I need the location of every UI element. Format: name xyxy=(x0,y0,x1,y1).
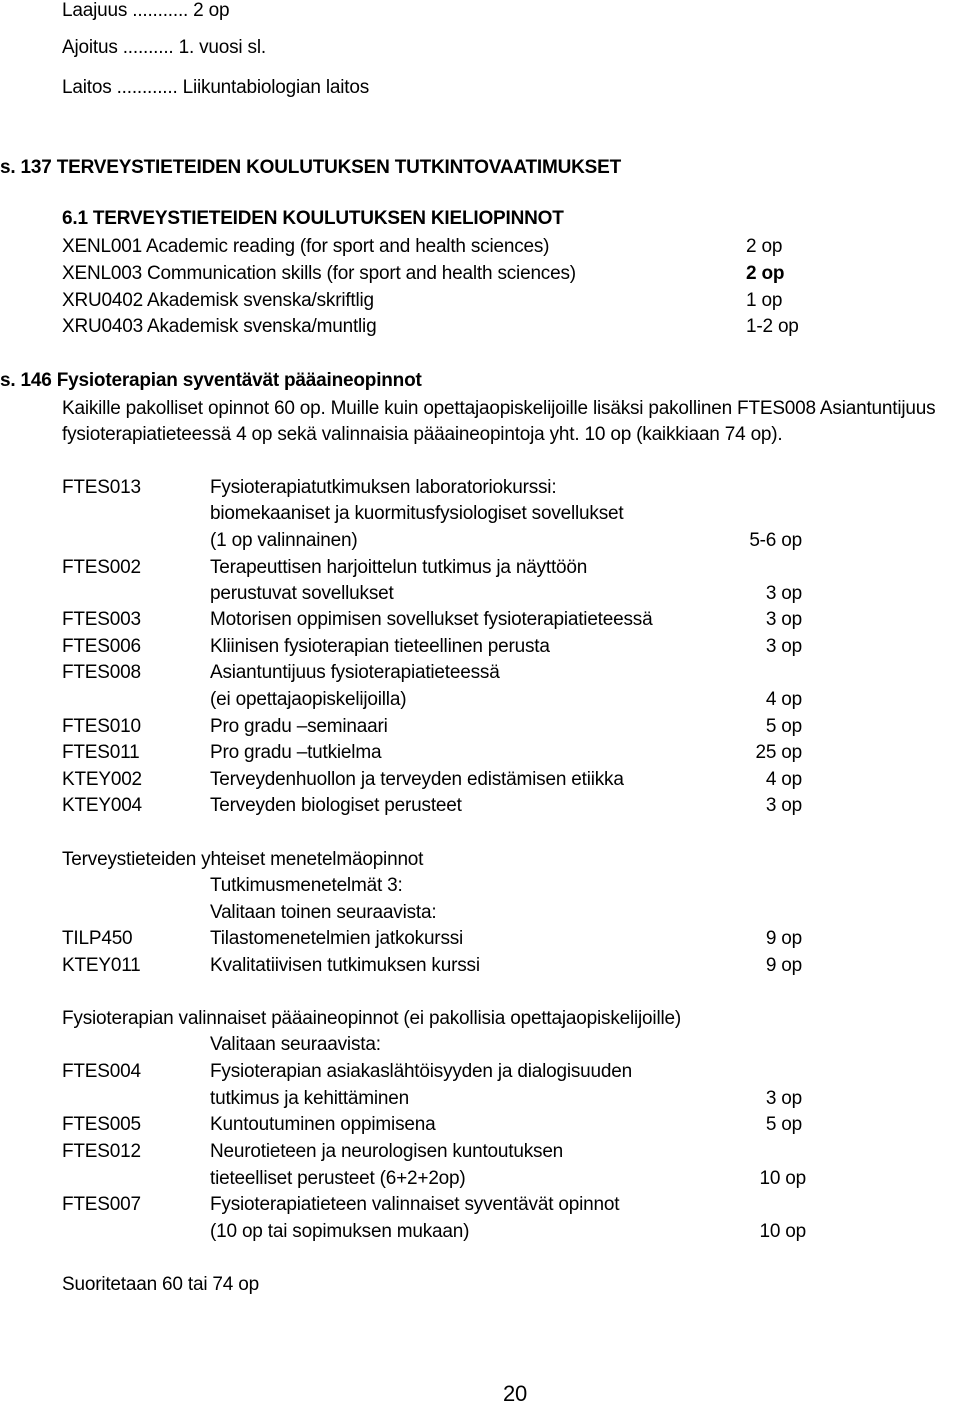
lang-row-op: 1-2 op xyxy=(746,316,799,337)
course-code: FTES008 xyxy=(62,662,141,683)
course-op: 3 op xyxy=(765,583,802,604)
course-desc: biomekaaniset ja kuormitusfysiologiset sovellukset xyxy=(210,503,624,524)
course-desc: (1 op valinnainen) xyxy=(210,530,358,551)
course-code: FTES006 xyxy=(62,636,141,657)
course-op: 3 op xyxy=(765,609,802,630)
section-137-heading: s. 137 TERVEYSTIETEIDEN KOULUTUKSEN TUTKINTOVAATIMUKSET xyxy=(0,157,622,178)
optional-op: 3 op xyxy=(765,1088,802,1109)
course-desc: Kliinisen fysioterapian tieteellinen perusta xyxy=(210,636,550,657)
course-code: FTES013 xyxy=(62,477,141,498)
lang-row-text: XRU0402 Akademisk svenska/skriftlig xyxy=(62,290,374,311)
course-op: 3 op xyxy=(765,795,802,816)
section-146-intro-1: Kaikille pakolliset opinnot 60 op. Muille kuin opettajaopiskelijoille lisäksi pakollinen FTES008 Asiantuntijuus xyxy=(62,398,936,419)
lang-row-op: 2 op xyxy=(746,236,783,257)
lang-row-text: XENL001 Academic reading (for sport and health sciences) xyxy=(62,236,550,257)
optional-op: 10 op xyxy=(759,1221,806,1242)
lang-row-op: 2 op xyxy=(746,263,785,284)
course-desc: Motorisen oppimisen sovellukset fysioterapiatieteessä xyxy=(210,609,653,630)
optional-desc: tutkimus ja kehittäminen xyxy=(210,1088,410,1109)
optional-sub: Valitaan seuraavista: xyxy=(210,1034,381,1055)
optional-code: FTES012 xyxy=(62,1141,141,1162)
footer-note: Suoritetaan 60 tai 74 op xyxy=(62,1274,259,1295)
course-desc: Terapeuttisen harjoittelun tutkimus ja näyttöön xyxy=(210,557,588,578)
section-146-intro-2: fysioterapiatieteessä 4 op sekä valinnaisia pääaineopintoja yht. 10 op (kaikkiaan 74 op). xyxy=(62,424,783,445)
optional-heading: Fysioterapian valinnaiset pääaineopinnot (ei pakollisia opettajaopiskelijoille) xyxy=(62,1008,681,1029)
methods-desc: Tilastomenetelmien jatkokurssi xyxy=(210,928,464,949)
optional-desc: Fysioterapiatieteen valinnaiset syventävät opinnot xyxy=(210,1194,620,1215)
lang-row-op: 1 op xyxy=(746,290,783,311)
course-op: 5-6 op xyxy=(749,530,802,551)
optional-code: FTES004 xyxy=(62,1061,141,1082)
laitos-line: Laitos ............ Liikuntabiologian laitos xyxy=(62,77,369,98)
course-code: KTEY002 xyxy=(62,769,142,790)
section-146-heading: s. 146 Fysioterapian syventävät pääaineopinnot xyxy=(0,370,422,391)
course-code: FTES011 xyxy=(62,742,140,763)
optional-desc: Neurotieteen ja neurologisen kuntoutuksen xyxy=(210,1141,564,1162)
course-op: 25 op xyxy=(755,742,802,763)
course-code: KTEY004 xyxy=(62,795,142,816)
course-op: 5 op xyxy=(765,716,802,737)
course-desc: Fysioterapiatutkimuksen laboratoriokurssi: xyxy=(210,477,557,498)
optional-code: FTES005 xyxy=(62,1114,141,1135)
course-op: 4 op xyxy=(765,769,802,790)
course-code: FTES003 xyxy=(62,609,141,630)
optional-op: 5 op xyxy=(765,1114,802,1135)
course-desc: Terveyden biologiset perusteet xyxy=(210,795,462,816)
methods-code: TILP450 xyxy=(62,928,133,949)
methods-sub1: Tutkimusmenetelmät 3: xyxy=(210,875,403,896)
laajuus-line: Laajuus ........... 2 op xyxy=(62,0,230,21)
course-desc: Pro gradu –tutkielma xyxy=(210,742,382,763)
course-desc: (ei opettajaopiskelijoilla) xyxy=(210,689,407,710)
lang-row-text: XENL003 Communication skills (for sport and health sciences) xyxy=(62,263,576,284)
course-desc: Asiantuntijuus fysioterapiatieteessä xyxy=(210,662,500,683)
course-desc: Terveydenhuollon ja terveyden edistämisen etiikka xyxy=(210,769,624,790)
page-number: 20 xyxy=(502,1381,528,1406)
course-code: FTES002 xyxy=(62,557,141,578)
optional-desc: Fysioterapian asiakaslähtöisyyden ja dialogisuuden xyxy=(210,1061,632,1082)
methods-desc: Kvalitatiivisen tutkimuksen kurssi xyxy=(210,955,480,976)
course-desc: Pro gradu –seminaari xyxy=(210,716,388,737)
methods-op: 9 op xyxy=(765,955,802,976)
course-desc: perustuvat sovellukset xyxy=(210,583,394,604)
optional-desc: Kuntoutuminen oppimisena xyxy=(210,1114,436,1135)
methods-op: 9 op xyxy=(765,928,802,949)
course-code: FTES010 xyxy=(62,716,141,737)
optional-op: 10 op xyxy=(759,1168,806,1189)
methods-code: KTEY011 xyxy=(62,955,141,976)
course-op: 3 op xyxy=(765,636,802,657)
course-op: 4 op xyxy=(765,689,802,710)
optional-desc: tieteelliset perusteet (6+2+2op) xyxy=(210,1168,466,1189)
section-61-heading: 6.1 TERVEYSTIETEIDEN KOULUTUKSEN KIELIOPINNOT xyxy=(62,208,564,229)
methods-heading: Terveystieteiden yhteiset menetelmäopinnot xyxy=(62,849,424,870)
lang-row-text: XRU0403 Akademisk svenska/muntlig xyxy=(62,316,377,337)
optional-desc: (10 op tai sopimuksen mukaan) xyxy=(210,1221,470,1242)
ajoitus-line: Ajoitus .......... 1. vuosi sl. xyxy=(62,37,266,58)
optional-code: FTES007 xyxy=(62,1194,141,1215)
methods-sub2: Valitaan toinen seuraavista: xyxy=(210,902,437,923)
